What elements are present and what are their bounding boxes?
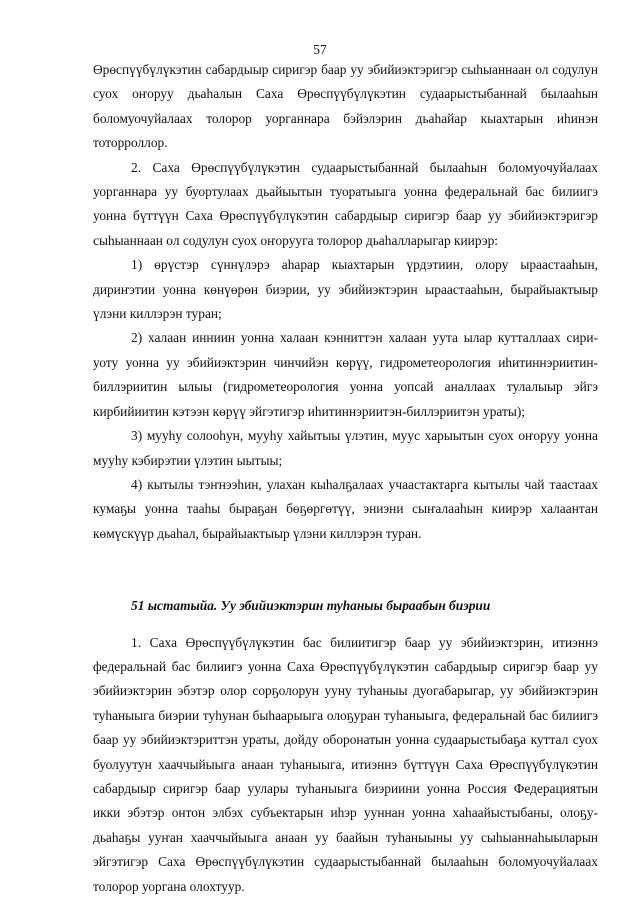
list-item-3: 3) мууһу солооһун, мууһу хайытыы үлэтин, муус харыытын суох оҥоруу уонна мууһу кэбирэтии үлэтин ыытыы; bbox=[93, 428, 598, 468]
article-heading: 51 ыстатыйа. Уу эбийиэктэрин туһаныы быраабын биэрии bbox=[131, 598, 491, 614]
list-item-2: 2) халаан инниин уонна халаан кэнниттэн халаан уута ылар кутталлаах сири-уоту уонна уу эбийиэктэрин чинчийэн көрүү, гидрометеорология иһитиннэриитин-биллэриитин ылыы (гидрометеорология уонна уопсай аналлаах тулалыыр эйгэ кирбийиитин кэтээн көрүү эйгэтигэр иһитиннэриитэн-биллэриитэн ураты); bbox=[93, 330, 598, 419]
paragraph-intro: Өрөспүүбүлүкэтин сабардыыр сиригэр баар уу эбийиэктэригэр сыһыаннаан ол содулун суох оҥоруу дьаһалын Саха Өрөспүүбүлүкэтин судаарыстыбаннай былааһын боломуочуйалаах толорор уорганнара бэйэлэрин дьаһайар кыахтарын иһинэн тоторроллор. bbox=[93, 62, 598, 151]
document-body bbox=[93, 58, 598, 899]
list-item-1: 1) өрүстэр сүннүлэрэ аһарар кыахтарын үрдэтиин, олору ыраастааһын, дириҥэтии уонна көнүөрөн биэрии, уу эбийиэктэрин ыраастааһын, бырайыактыыр үлэни киллэрэн туран; bbox=[93, 257, 598, 322]
paragraph-2: 2. Саха Өрөспүүбүлүкэтин судаарыстыбаннай былааһын боломуочуйалаах уорганнара уу буортулаах дьайыытын туоратыыга уонна федеральнай бас билиигэ уонна бүттүүн Саха Өрөспүүбүлүкэтин сабардыыр сиригэр баар уу эбийиэктэригэр сыһыаннаан ол содулун суох оҥорууга толорор дьаһалларыгар киирэр: bbox=[93, 159, 598, 248]
paragraph-51-1: 1. Саха Өрөспүүбүлүкэтин бас билиитигэр баар уу эбийиэктэрин, итиэннэ федеральнай бас билиигэ уонна Саха Өрөспүүбүлүкэтин сабардыыр сиригэр баар уу эбийиэктэрин эбэтэр олор сорҕолорун ууну туһаныы дуогабарыгар, уу эбийиэктэрин туһаныыга биэрии туһунан быһаарыыга олоҕуран туһаныыга, федеральнай бас билиигэ баар уу эбийиэктэриттэн ураты, дойду оборонатын уонна судаарыстыбаҕа куттал суох буолуутун хааччыйыыга анаан туһаныыга, итиэннэ бүттүүн Саха Өрөспүүбүлүкэтин сабардыыр сиригэр баар уулары туһаныыга биэриини уонна Россия Федерациятын икки эбэтэр онтон элбэх субъектарын иһэр ууннан уонна хаһаайыстыбаны, олоҕу-дьаһаҕы ууҥан хааччыйыыга анаан уу баайын туһаныыны уу сыһыаннаһыыларын эйгэтигэр Саха Өрөспүүбүлүкэтин судаарыстыбаннай былааһын боломуочуйалаах толорор уоргана олохтуур. bbox=[93, 634, 598, 894]
list-item-4: 4) кытылы тэҥнээһин, улахан кыһалҕалаах учаастактарга кытылы чай таастаах кумаҕы уонна тааһы быраҕан бөҕөргөтүү, эниэни сыҥалааһын киирэр халаантан көмүскүүр дьаһал, бырайыактыыр үлэни киллэрэн туран. bbox=[93, 476, 598, 541]
page-number: 57 bbox=[313, 42, 327, 57]
